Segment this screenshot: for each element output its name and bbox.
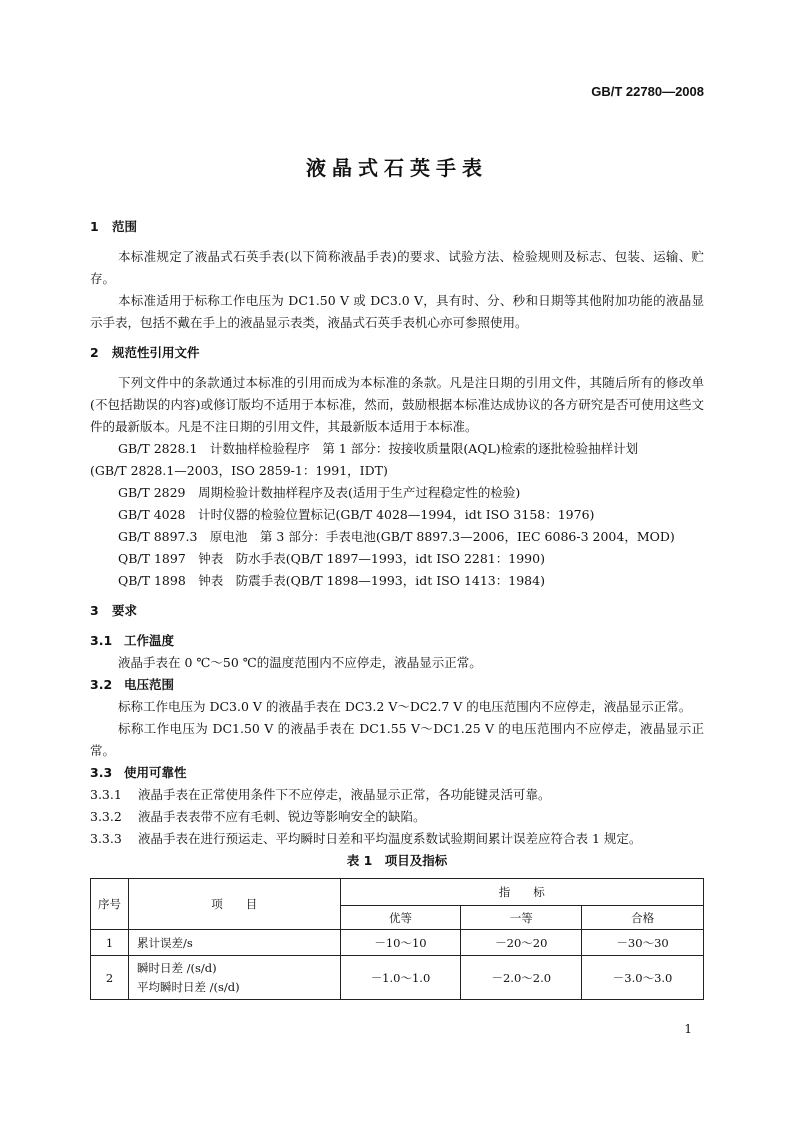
- table-row: [91, 930, 704, 956]
- header-seq: 序号: [91, 879, 129, 930]
- table-header-row: [91, 879, 704, 906]
- header-grade: 一等: [461, 906, 582, 930]
- section-1: [90, 216, 704, 334]
- table-cell: 2: [91, 956, 129, 1000]
- indicator-table: [90, 878, 704, 1000]
- section-heading: 1 范围: [90, 219, 138, 234]
- section-3: [90, 600, 704, 850]
- table-cell: －2.0～2.0: [461, 956, 582, 1000]
- paragraph: 下列文件中的条款通过本标准的引用而成为本标准的条款。凡是注日期的引用文件，其随后所有的修改单(不包括勘误的内容)或修订版均不适用于本标准，然而，鼓励根据本标准达成协议的各方研究是否可使用这些文件的最新版本。凡是不注日期的引用文件，其最新版本适用于本标准。: [90, 375, 704, 434]
- subsection-heading: 3.3 使用可靠性: [90, 765, 187, 780]
- table-cell: －20～20: [461, 930, 582, 956]
- subsection-heading: 3.1 工作温度: [90, 633, 175, 648]
- header-item: 项 目: [128, 879, 340, 930]
- table-row: [91, 956, 704, 1000]
- reference-item: GB/T 8897.3 原电池 第 3 部分：手表电池(GB/T 8897.3—2006，IEC 6086-3 2004，MOD): [118, 529, 675, 544]
- paragraph: 标称工作电压为 DC3.0 V 的液晶手表在 DC3.2 V～DC2.7 V 的电压范围内不应停走，液晶显示正常。: [118, 699, 692, 714]
- clause-item: 3.3.2 液晶手表表带不应有毛刺、锐边等影响安全的缺陷。: [90, 809, 426, 824]
- document-body: [90, 216, 704, 1000]
- table-cell: 累计误差/s: [128, 930, 340, 956]
- section-heading: 2 规范性引用文件: [90, 345, 200, 360]
- table-caption: 表 1 项目及指标: [346, 853, 448, 868]
- table-cell: －1.0～1.0: [340, 956, 461, 1000]
- clause-item: 3.3.3 液晶手表在进行预运走、平均瞬时日差和平均温度系数试验期间累计误差应符合表 1 规定。: [90, 831, 642, 846]
- table-cell: －10～10: [340, 930, 461, 956]
- reference-item: QB/T 1897 钟表 防水手表(QB/T 1897—1993，idt ISO 2281：1990): [118, 551, 545, 566]
- paragraph: 液晶手表在 0 ℃～50 ℃的温度范围内不应停走，液晶显示正常。: [118, 655, 482, 670]
- table-cell: －3.0～3.0: [582, 956, 704, 1000]
- header-grade: 合格: [582, 906, 704, 930]
- clause-item: 3.3.1 液晶手表在正常使用条件下不应停走，液晶显示正常，各功能键灵活可靠。: [90, 787, 551, 802]
- page-number: 1: [684, 1022, 692, 1036]
- reference-item: QB/T 1898 钟表 防震手表(QB/T 1898—1993，idt ISO 1413：1984): [118, 573, 545, 588]
- table-cell: 1: [91, 930, 129, 956]
- standard-number: GB/T 22780—2008: [591, 84, 704, 99]
- table-cell: [128, 956, 340, 1000]
- section-2: [90, 342, 704, 592]
- paragraph: 标称工作电压为 DC1.50 V 的液晶手表在 DC1.55 V～DC1.25 V 的电压范围内不应停走，液晶显示正常。: [90, 721, 704, 758]
- table-cell: －30～30: [582, 930, 704, 956]
- header-indicator: 指 标: [340, 879, 703, 906]
- subsection-heading: 3.2 电压范围: [90, 677, 175, 692]
- section-heading: 3 要求: [90, 603, 138, 618]
- document-title: 液晶式石英手表: [306, 156, 488, 180]
- paragraph: 本标准规定了液晶式石英手表(以下简称液晶手表)的要求、试验方法、检验规则及标志、包装、运输、贮存。: [90, 249, 704, 286]
- reference-item: GB/T 2829 周期检验计数抽样程序及表(适用于生产过程稳定性的检验): [118, 485, 521, 500]
- reference-item: GB/T 2828.1 计数抽样检验程序 第 1 部分：按接收质量限(AQL)检索的逐批检验抽样计划: [118, 441, 639, 456]
- reference-item: (GB/T 2828.1—2003，ISO 2859-1：1991，IDT): [90, 463, 388, 478]
- header-grade: 优等: [340, 906, 461, 930]
- paragraph: 本标准适用于标称工作电压为 DC1.50 V 或 DC3.0 V，具有时、分、秒和日期等其他附加功能的液晶显示手表，包括不戴在手上的液晶显示表类，液晶式石英手表机心亦可参照使用。: [90, 293, 704, 330]
- reference-item: GB/T 4028 计时仪器的检验位置标记(GB/T 4028—1994，idt ISO 3158：1976): [118, 507, 595, 522]
- cell-line: 平均瞬时日差 /(s/d): [136, 979, 240, 994]
- cell-line: 瞬时日差 /(s/d): [136, 960, 217, 975]
